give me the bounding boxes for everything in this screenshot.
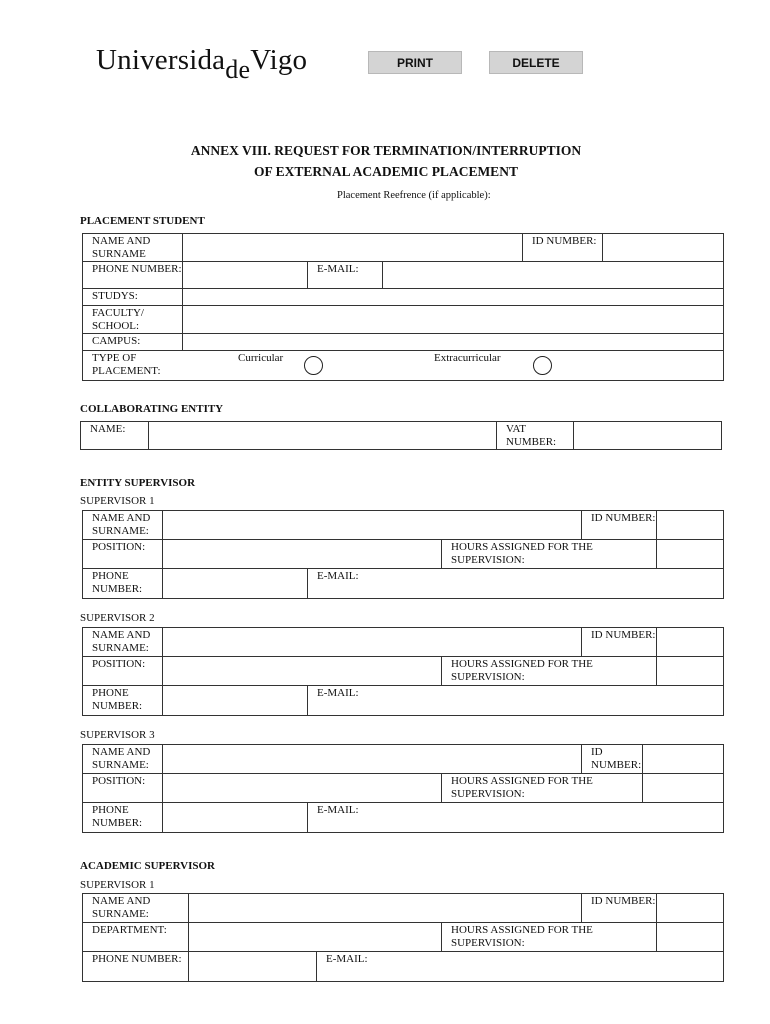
as-hours-field[interactable]	[657, 923, 724, 952]
as-phone-label: PHONE NUMBER:	[83, 952, 189, 982]
es3-name-label: NAME AND SURNAME:	[83, 745, 163, 774]
es1-position-field[interactable]	[163, 540, 442, 569]
es3-id-field[interactable]	[643, 745, 724, 774]
es1-hours-label: HOURS ASSIGNED FOR THE SUPERVISION:	[442, 540, 657, 569]
as-department-field[interactable]	[189, 923, 442, 952]
curricular-radio[interactable]	[304, 356, 323, 375]
entity-supervisor-heading: ENTITY SUPERVISOR	[80, 477, 196, 489]
es2-id-field[interactable]	[657, 628, 724, 657]
academic-supervisor-table	[82, 893, 724, 982]
as-name-field[interactable]	[189, 894, 582, 923]
es1-email-label: E-MAIL:	[317, 570, 359, 582]
es1-phone-field[interactable]	[163, 569, 308, 599]
es1-hours-field[interactable]	[657, 540, 724, 569]
university-logo	[96, 44, 308, 84]
es2-hours-field[interactable]	[657, 657, 724, 686]
es3-id-label: ID NUMBER:	[582, 745, 643, 774]
es3-email-label: E-MAIL:	[317, 804, 359, 816]
es1-position-label: POSITION:	[83, 540, 163, 569]
academic-supervisor-heading: ACADEMIC SUPERVISOR	[80, 860, 215, 872]
entity-supervisor-3-table	[82, 744, 724, 833]
es2-name-label: NAME AND SURNAME:	[83, 628, 163, 657]
form-title-line2: OF EXTERNAL ACADEMIC PLACEMENT	[254, 164, 518, 179]
student-email-field[interactable]	[383, 262, 724, 289]
es3-name-field[interactable]	[163, 745, 582, 774]
placement-type-row	[83, 351, 724, 381]
entity-name-label: NAME:	[81, 422, 149, 450]
student-id-label: ID NUMBER:	[523, 234, 603, 262]
es2-phone-label: PHONE NUMBER:	[83, 686, 163, 716]
placement-type-label: TYPE OF PLACEMENT:	[92, 352, 161, 377]
es1-id-field[interactable]	[657, 511, 724, 540]
as-email-cell[interactable]	[317, 952, 724, 982]
entity-supervisor-1-title: SUPERVISOR 1	[80, 495, 155, 507]
as-phone-field[interactable]	[189, 952, 317, 982]
placement-reference-label: Placement Reefrence (if applicable):	[337, 190, 491, 201]
student-table	[82, 233, 724, 381]
as-email-label: E-MAIL:	[326, 953, 368, 965]
student-phone-label: PHONE NUMBER:	[83, 262, 183, 289]
es2-name-field[interactable]	[163, 628, 582, 657]
entity-supervisor-3-title: SUPERVISOR 3	[80, 729, 155, 741]
entity-supervisor-1-table	[82, 510, 724, 599]
delete-button[interactable]: DELETE	[489, 51, 583, 74]
student-email-label: E-MAIL:	[308, 262, 383, 289]
es1-email-cell[interactable]	[308, 569, 724, 599]
as-hours-label: HOURS ASSIGNED FOR THE SUPERVISION:	[442, 923, 657, 952]
entity-vat-field[interactable]	[574, 422, 722, 450]
student-studys-field[interactable]	[183, 289, 724, 306]
as-id-label: ID NUMBER:	[582, 894, 657, 923]
extracurricular-label: Extracurricular	[434, 352, 501, 364]
entity-vat-label: VAT NUMBER:	[497, 422, 574, 450]
extracurricular-radio[interactable]	[533, 356, 552, 375]
es1-phone-label: PHONE NUMBER:	[83, 569, 163, 599]
academic-supervisor-1-title: SUPERVISOR 1	[80, 879, 155, 891]
student-faculty-label: FACULTY/ SCHOOL:	[83, 306, 183, 334]
es2-email-label: E-MAIL:	[317, 687, 359, 699]
student-studys-label: STUDYS:	[83, 289, 183, 306]
es2-position-field[interactable]	[163, 657, 442, 686]
entity-supervisor-2-title: SUPERVISOR 2	[80, 612, 155, 624]
as-name-label: NAME AND SURNAME:	[83, 894, 189, 923]
student-name-field[interactable]	[183, 234, 523, 262]
es2-email-cell[interactable]	[308, 686, 724, 716]
form-title-line1: ANNEX VIII. REQUEST FOR TERMINATION/INTERRUPTION	[190, 143, 582, 158]
es2-position-label: POSITION:	[83, 657, 163, 686]
es3-hours-label: HOURS ASSIGNED FOR THE SUPERVISION:	[442, 774, 643, 803]
es3-hours-field[interactable]	[643, 774, 724, 803]
logo-text-2: de	[225, 55, 251, 84]
es2-phone-field[interactable]	[163, 686, 308, 716]
es3-phone-label: PHONE NUMBER:	[83, 803, 163, 833]
student-name-label: NAME AND SURNAME	[83, 234, 183, 262]
placement-student-heading: PLACEMENT STUDENT	[80, 215, 205, 227]
as-department-label: DEPARTMENT:	[83, 923, 189, 952]
student-id-field[interactable]	[603, 234, 724, 262]
student-phone-field[interactable]	[183, 262, 308, 289]
es1-id-label: ID NUMBER:	[582, 511, 657, 540]
es3-email-cell[interactable]	[308, 803, 724, 833]
student-campus-field[interactable]	[183, 334, 724, 351]
student-faculty-field[interactable]	[183, 306, 724, 334]
es3-position-field[interactable]	[163, 774, 442, 803]
curricular-label: Curricular	[238, 352, 284, 364]
logo-text-3: Vigo	[250, 44, 308, 76]
es3-position-label: POSITION:	[83, 774, 163, 803]
es1-name-label: NAME AND SURNAME:	[83, 511, 163, 540]
es3-phone-field[interactable]	[163, 803, 308, 833]
entity-name-field[interactable]	[149, 422, 497, 450]
collaborating-entity-heading: COLLABORATING ENTITY	[80, 403, 224, 415]
es2-id-label: ID NUMBER:	[582, 628, 657, 657]
entity-supervisor-2-table	[82, 627, 724, 716]
logo-text-1: Universida	[96, 44, 226, 76]
student-campus-label: CAMPUS:	[83, 334, 183, 351]
es1-name-field[interactable]	[163, 511, 582, 540]
entity-table	[80, 421, 722, 450]
as-id-field[interactable]	[657, 894, 724, 923]
es2-hours-label: HOURS ASSIGNED FOR THE SUPERVISION:	[442, 657, 657, 686]
print-button[interactable]: PRINT	[368, 51, 462, 74]
